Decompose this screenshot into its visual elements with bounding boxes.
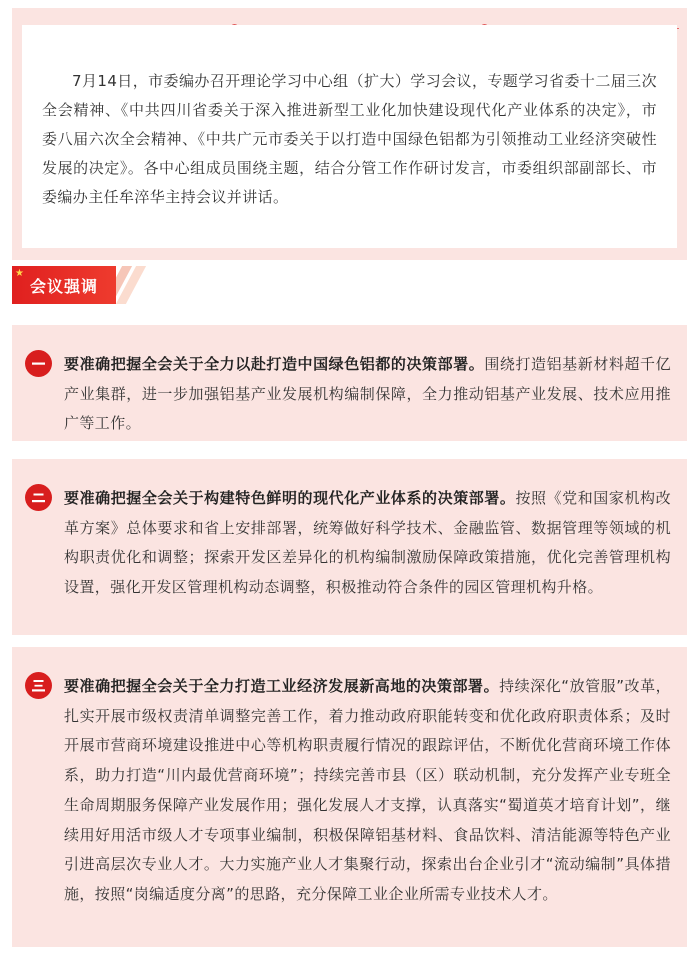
list-item-2	[12, 459, 687, 635]
section-header	[12, 266, 152, 306]
item-body-2: 按照《党和国家机构改革方案》总体要求和省上安排部署，统筹做好科学技术、金融监管、数据管理等领域的机构职责优化和调整；探索开发区差异化的机构编制激励保障政策措施，优化完善管理机构设置，强化开发区管理机构动态调整，积极推动符合条件的园区管理机构升格。	[64, 489, 671, 597]
number-badge-2-icon	[25, 484, 52, 511]
list-item-1	[12, 325, 687, 441]
item-lead-2: 要准确把握全会关于构建特色鲜明的现代化产业体系的决策部署。	[64, 489, 516, 507]
intro-text-box	[22, 25, 677, 248]
list-item-3	[12, 647, 687, 947]
item-paragraph-2	[64, 484, 671, 603]
section-title: 会议强调	[30, 277, 99, 296]
item-lead-1: 要准确把握全会关于全力以赴打造中国绿色铝都的决策部署。	[64, 355, 485, 373]
number-badge-1-icon	[25, 350, 52, 377]
intro-paragraph: 7月14日，市委编办召开理论学习中心组（扩大）学习会议，专题学习省委十二届三次全会精神、《中共四川省委关于深入推进新型工业化加快建设现代化产业体系的决定》，市委八届六次全会精神、《中共广元市委关于以打造中国绿色铝都为引领推动工业经济突破性发展的决定》。各中心组成员围绕主题，结合分管工作作研讨发言，市委组织部副部长、市委编办主任牟淬华主持会议并讲话。	[42, 72, 657, 206]
item-paragraph-3	[64, 672, 671, 910]
intro-card	[12, 8, 687, 260]
star-icon: ★	[15, 268, 24, 279]
item-lead-3: 要准确把握全会关于全力打造工业经济发展新高地的决策部署。	[64, 677, 500, 695]
item-body-3: 持续深化“放管服”改革，扎实开展市级权责清单调整完善工作，着力推动政府职能转变和优化政府职责体系；及时开展市营商环境建设推进中心等机构职责履行情况的跟踪评估，不断优化营商环境工作体系，助力打造“川内最优营商环境”；持续完善市县（区）联动机制，充分发挥产业专班全生命周期服务保障产业发展作用；强化发展人才支撑，认真落实“蜀道英才培育计划”，继续用好用活市级人才专项事业编制，积极保障铝基材料、食品饮料、清洁能源等特色产业引进高层次专业人才。大力实施产业人才集聚行动，探索出台企业引才“流动编制”具体措施，按照“岗编适度分离”的思路，充分保障工业企业所需专业技术人才。	[64, 677, 672, 903]
number-badge-3-icon	[25, 672, 52, 699]
item-body-1: 围绕打造铝基新材料超千亿产业集群，进一步加强铝基产业发展机构编制保障，全力推动铝基产业发展、技术应用推广等工作。	[64, 355, 671, 433]
item-paragraph-1	[64, 350, 671, 439]
header-banner	[12, 266, 116, 304]
